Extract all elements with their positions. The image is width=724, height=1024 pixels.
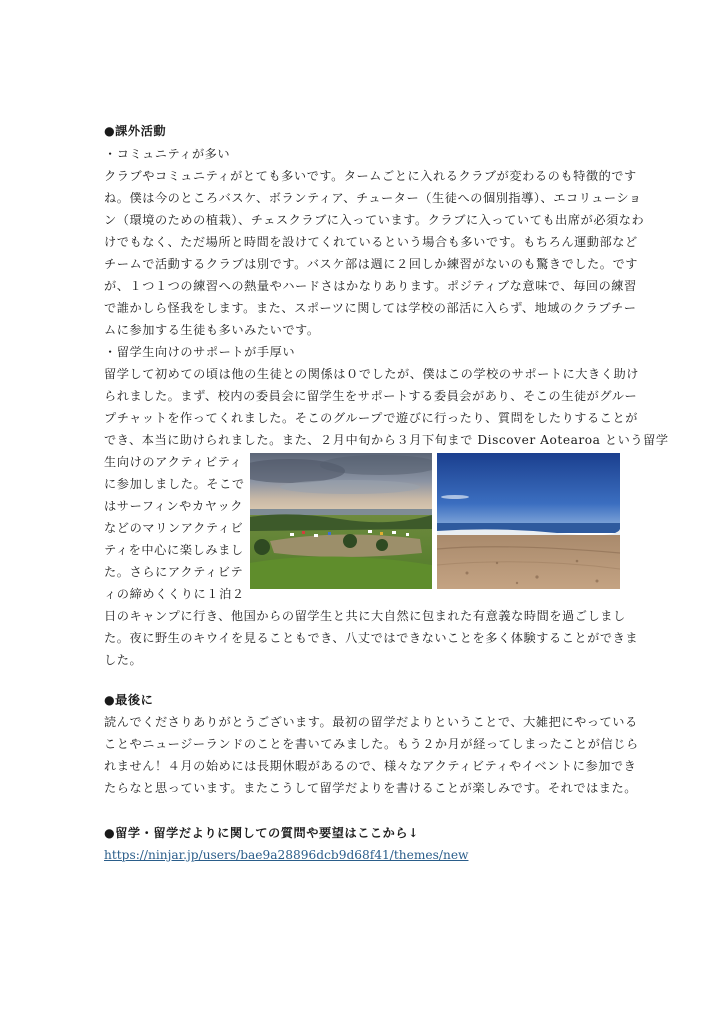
paragraph-line: でき、本当に助けられました。また、２月中旬から３月下旬まで Discover Aotearoa という留学 <box>104 433 669 447</box>
paragraph-line: 日のキャンプに行き、他国からの留学生と共に大自然に包まれた有意義な時間を過ごしまし <box>104 609 626 623</box>
paragraph-line: クラブやコミュニティがとても多いです。タームごとに入れるクラブが変わるのも特徴的です <box>104 169 637 183</box>
paragraph-line: た。夜に野生のキウイを見ることもでき、八丈ではできないことを多く体験することができま <box>104 631 639 645</box>
paragraph-line: ムに参加する生徒も多いみたいです。 <box>104 323 320 337</box>
wrapped-line: た。さらにアクティビテ <box>104 565 244 579</box>
subheading-communities: ・コミュニティが多い <box>104 147 231 161</box>
paragraph-line: ことやニュージーランドのことを書いてみました。もう２か月が経ってしまったことが信じら <box>104 737 639 751</box>
paragraph-line: チームで活動するクラブは別です。バスケ部は週に２回しか練習がないのも驚きでした。です <box>104 257 638 271</box>
wrapped-line: ティを中心に楽しみまし <box>104 543 244 557</box>
section-heading-closing: ●最後に <box>104 693 154 707</box>
wrapped-line: に参加しました。そこで <box>104 477 245 491</box>
paragraph-line: 留学して初めての頃は他の生徒との関係は０でしたが、僕はこの学校のサポートに大きく助け <box>104 367 639 381</box>
campground-photo <box>250 453 432 589</box>
section-heading-contact: ●留学・留学だよりに関しての質問や要望はここから↓ <box>104 826 419 840</box>
paragraph-line: 読んでくださりありがとうございます。最初の留学だよりということで、大雑把にやっている <box>104 715 638 729</box>
section-heading-extracurricular: ●課外活動 <box>104 124 167 138</box>
beach-photo <box>437 453 620 589</box>
paragraph-line: ね。僕は今のところバスケ、ボランティア、チューター（生徒への個別指導）、エコリューショ <box>104 191 642 205</box>
paragraph-line: られました。まず、校内の委員会に留学生をサポートする委員会があり、そこの生徒がグルー <box>104 389 638 403</box>
wrapped-line: はサーフィンやカヤック <box>104 499 244 513</box>
paragraph-line: プチャットを作ってくれました。そこのグループで遊びに行ったり、質問をしたりすることが <box>104 411 638 425</box>
contact-link[interactable]: https://ninjar.jp/users/bae9a28896dcb9d68f41/themes/new <box>104 848 469 862</box>
wrapped-line: などのマリンアクティビ <box>104 521 244 535</box>
contact-link-line <box>104 844 620 866</box>
paragraph-line: たらなと思っています。またこうして留学だよりを書けることが楽しみです。それではまた。 <box>104 781 638 795</box>
paragraph-line: が、１つ１つの練習への熱量やハードさはかなりあります。ポジティブな意味で、毎回の練習 <box>104 279 637 293</box>
wrapped-line: ィの締めくくりに１泊２ <box>104 587 245 601</box>
paragraph-line: で誰かしら怪我をします。また、スポーツに関しては学校の部活に入らず、地域のクラブチー <box>104 301 637 315</box>
paragraph-line: れません！４月の始めには長期休暇があるので、様々なアクティビティやイベントに参加でき <box>104 759 637 773</box>
wrapped-line: 生向けのアクティビティ <box>104 455 243 469</box>
paragraph-line: けでもなく、ただ場所と時間を設けてくれているという場合も多いです。もちろん運動部など <box>104 235 638 249</box>
subheading-support: ・留学生向けのサポートが手厚い <box>104 345 296 359</box>
paragraph-line: した。 <box>104 653 143 667</box>
paragraph-line: ン（環境のための植栽）、チェスクラブに入っています。クラブに入っていても出席が必須なわ <box>104 213 645 227</box>
